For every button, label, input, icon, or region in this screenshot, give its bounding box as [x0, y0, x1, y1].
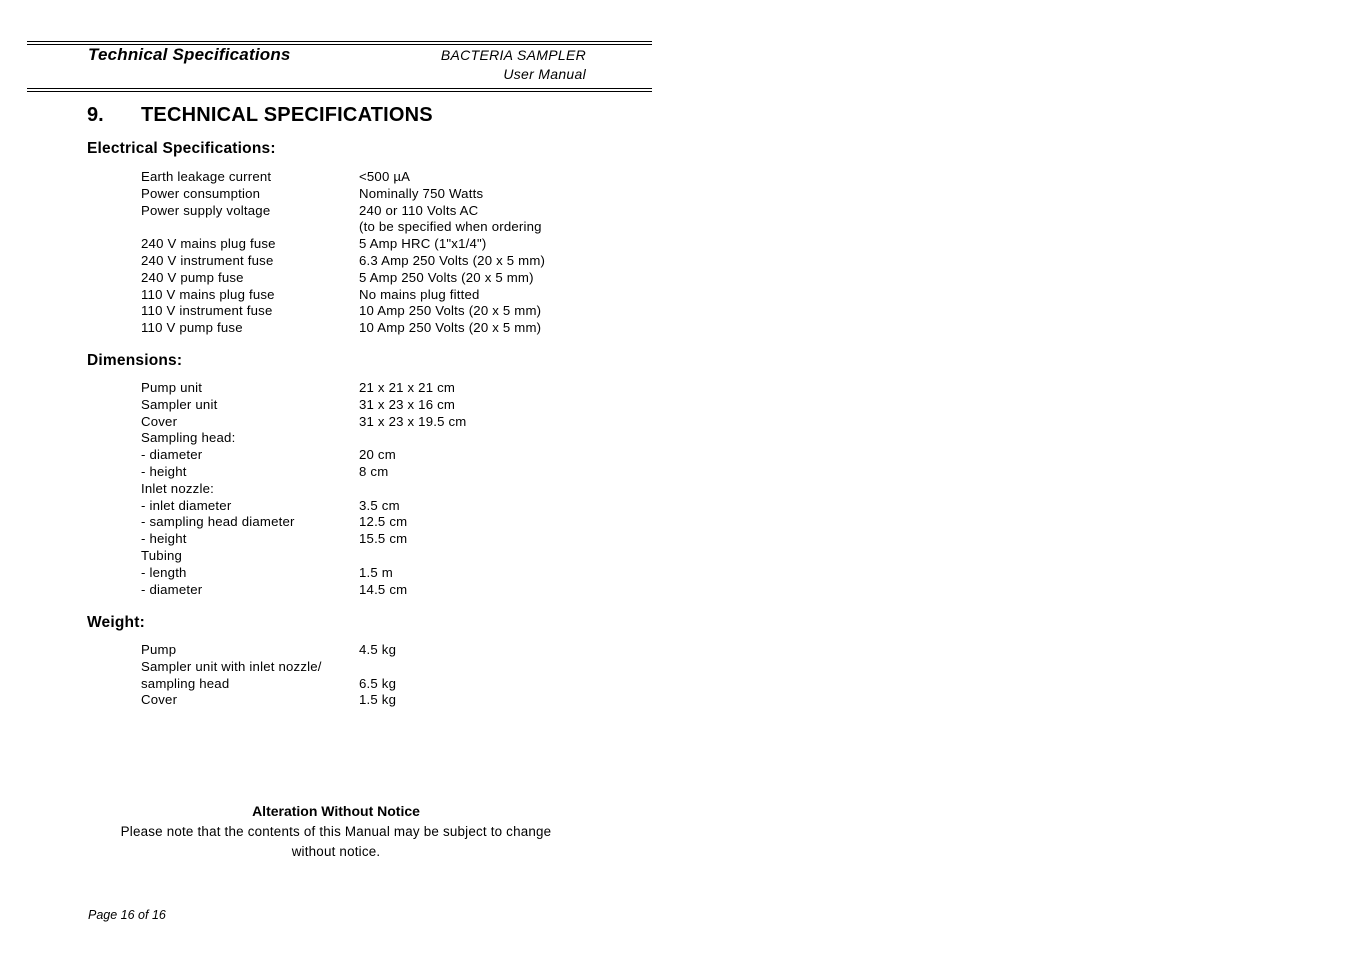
spec-label: 110 V mains plug fuse	[141, 286, 275, 302]
weight-heading: Weight:	[87, 614, 145, 631]
spec-label: - height	[141, 531, 187, 547]
running-header-product: BACTERIA SAMPLER	[440, 47, 586, 63]
spec-label: Cover	[141, 692, 178, 708]
spec-value: 3.5 cm	[359, 497, 400, 513]
spec-value: Nominally 750 Watts	[359, 185, 484, 201]
section-title: TECHNICAL SPECIFICATIONS	[141, 104, 433, 126]
spec-label: Pump unit	[141, 380, 203, 395]
spec-value: 6.3 Amp 250 Volts (20 x 5 mm)	[359, 252, 546, 268]
spec-label: Earth leakage current	[141, 169, 272, 184]
spec-label: Cover	[141, 413, 178, 429]
spec-value: 1.5 kg	[359, 692, 397, 708]
header-rule-bottom-2	[27, 91, 652, 92]
spec-value: 4.5 kg	[359, 642, 397, 657]
spec-value: 14.5 cm	[359, 581, 408, 597]
spec-label: 240 V pump fuse	[141, 269, 244, 285]
spec-value: 31 x 23 x 16 cm	[359, 396, 456, 412]
spec-value: (to be specified when ordering	[359, 219, 542, 235]
notice-line-2: without notice.	[291, 844, 381, 859]
electrical-heading: Electrical Specifications:	[87, 140, 276, 157]
spec-label: Power supply voltage	[141, 202, 271, 218]
spec-value: 1.5 m	[359, 564, 393, 580]
spec-label: - height	[141, 463, 187, 479]
spec-label: Sampler unit with inlet nozzle/	[141, 658, 322, 674]
spec-label: 240 V instrument fuse	[141, 252, 274, 268]
spec-label: - diameter	[141, 447, 203, 463]
spec-label: Sampling head:	[141, 430, 236, 446]
notice-title: Alteration Without Notice	[252, 803, 420, 819]
notice-text	[100, 822, 572, 862]
spec-label: - length	[141, 564, 187, 580]
spec-value: 31 x 23 x 19.5 cm	[359, 413, 467, 429]
spec-label: Tubing	[141, 547, 183, 563]
spec-value: 20 cm	[359, 447, 396, 463]
spec-value: <500 µA	[359, 169, 411, 184]
running-header-manual: User Manual	[503, 66, 586, 82]
spec-label: sampling head	[141, 675, 230, 691]
spec-label: Power consumption	[141, 185, 261, 201]
spec-value: No mains plug fitted	[359, 286, 480, 302]
notice-line-1: Please note that the contents of this Manual may be subject to change	[120, 824, 552, 839]
page-number: Page 16 of 16	[88, 908, 166, 922]
spec-value: 10 Amp 250 Volts (20 x 5 mm)	[359, 320, 542, 336]
spec-value: 21 x 21 x 21 cm	[359, 380, 456, 395]
section-number: 9.	[87, 104, 104, 126]
spec-label: 110 V instrument fuse	[141, 303, 273, 319]
dimensions-heading: Dimensions:	[87, 352, 183, 369]
spec-value: 5 Amp HRC (1"x1/4")	[359, 236, 487, 252]
spec-label: Inlet nozzle:	[141, 480, 214, 496]
spec-value: 8 cm	[359, 463, 389, 479]
header-rule-top-1	[27, 41, 652, 42]
spec-label: - diameter	[141, 581, 203, 597]
spec-value: 240 or 110 Volts AC	[359, 202, 479, 218]
spec-label: - sampling head diameter	[141, 514, 295, 530]
spec-label: 110 V pump fuse	[141, 320, 243, 336]
spec-value: 10 Amp 250 Volts (20 x 5 mm)	[359, 303, 542, 319]
header-rule-bottom-1	[27, 88, 652, 89]
spec-label: Sampler unit	[141, 396, 218, 412]
spec-label: - inlet diameter	[141, 497, 232, 513]
spec-value: 12.5 cm	[359, 514, 408, 530]
running-header-title: Technical Specifications	[88, 45, 291, 64]
spec-label: 240 V mains plug fuse	[141, 236, 276, 252]
spec-value: 6.5 kg	[359, 675, 397, 691]
spec-label: Pump	[141, 642, 177, 657]
spec-value: 5 Amp 250 Volts (20 x 5 mm)	[359, 269, 534, 285]
spec-value: 15.5 cm	[359, 531, 408, 547]
